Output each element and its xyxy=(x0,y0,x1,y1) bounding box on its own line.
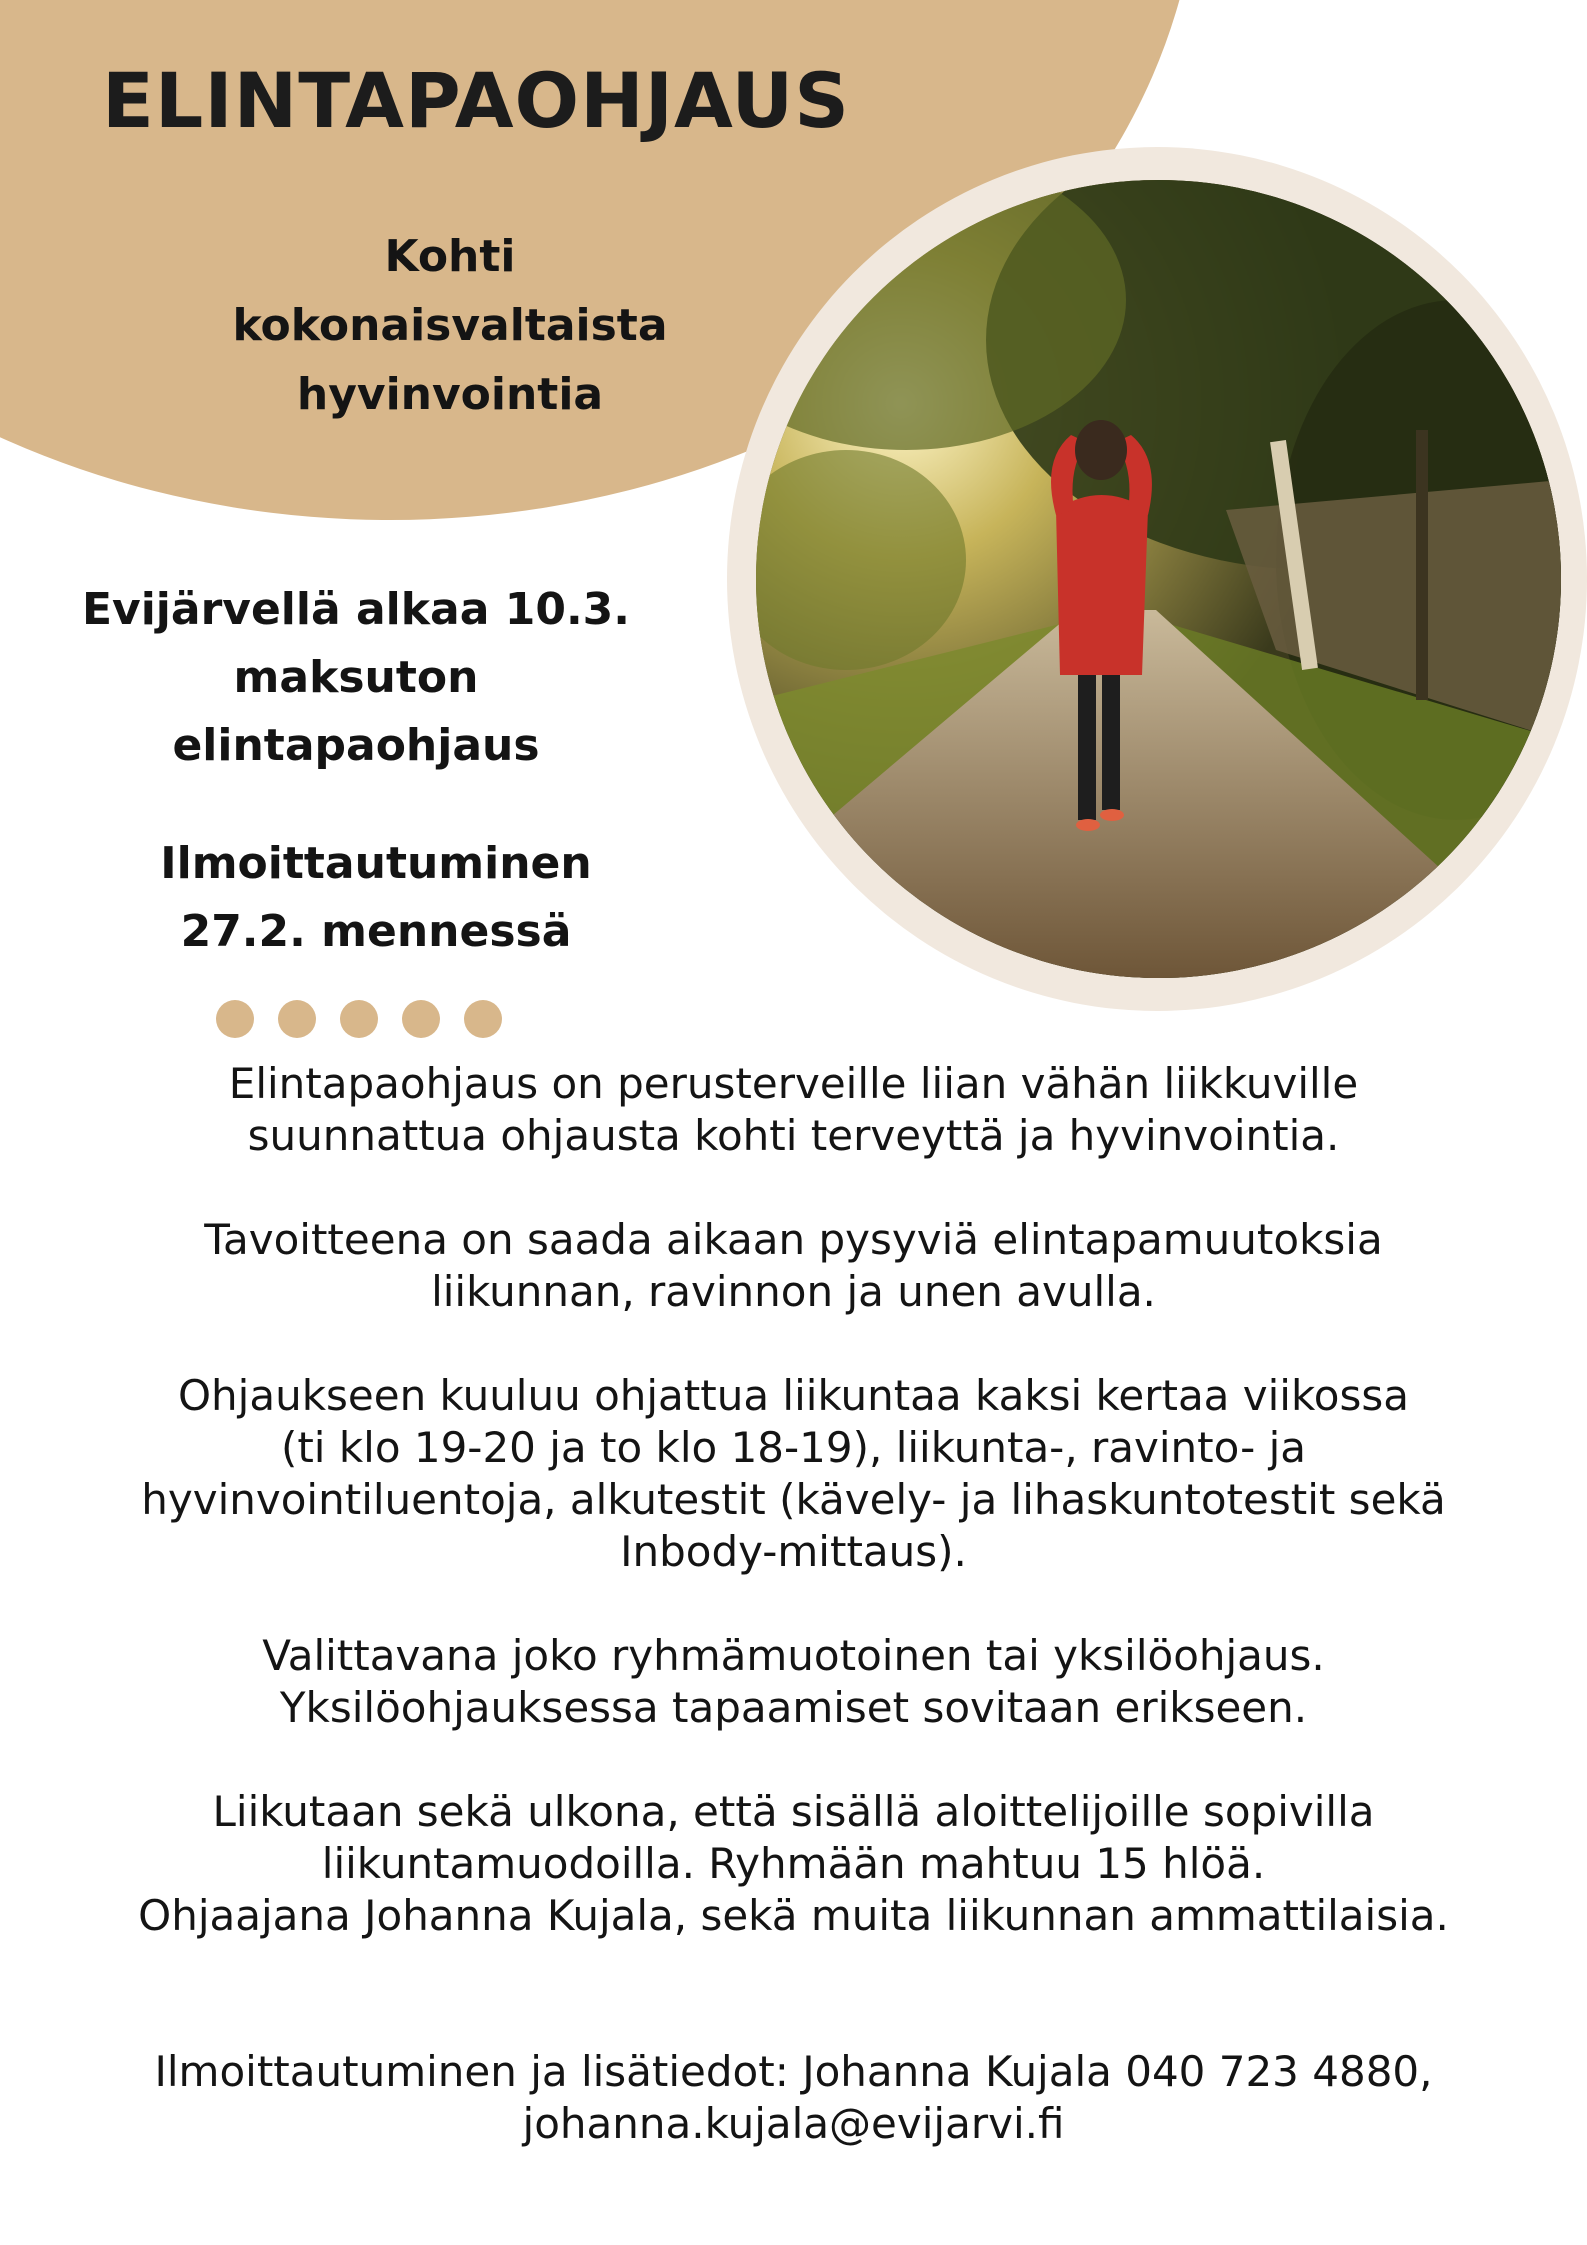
start-info-line: elintapaohjaus xyxy=(172,720,540,771)
decorative-dot xyxy=(340,1000,378,1038)
contact-info xyxy=(40,2046,1547,2150)
paragraph-line: suunnattua ohjausta kohti terveyttä ja hyvinvointia. xyxy=(247,1111,1340,1160)
subtitle xyxy=(200,222,700,429)
start-info-line: Evijärvellä alkaa 10.3. xyxy=(81,584,630,635)
subtitle-line: hyvinvointia xyxy=(296,369,604,420)
woman-walking-on-autumn-road-photo xyxy=(756,180,1561,978)
decorative-dot xyxy=(464,1000,502,1038)
walking-woman-photo xyxy=(756,180,1561,978)
start-info xyxy=(46,576,666,780)
decorative-dot xyxy=(278,1000,316,1038)
paragraph-line: liikunnan, ravinnon ja unen avulla. xyxy=(431,1267,1156,1316)
paragraph-line: Yksilöohjauksessa tapaamiset sovitaan erikseen. xyxy=(279,1683,1308,1732)
description-body xyxy=(40,1058,1547,2202)
page-title: ELINTAPAOHJAUS xyxy=(102,56,850,145)
paragraph-line: (ti klo 19-20 ja to klo 18-19), liikunta-, ravinto- ja xyxy=(280,1423,1307,1472)
paragraph-line: Elintapaohjaus on perusterveille liian vähän liikkuville xyxy=(228,1059,1359,1108)
description-paragraph xyxy=(40,1214,1547,1318)
subtitle-line: kokonaisvaltaista xyxy=(232,300,668,351)
registration-line: 27.2. mennessä xyxy=(180,906,572,957)
description-paragraph xyxy=(40,1786,1547,1942)
decorative-dots xyxy=(216,1000,502,1038)
contact-line: Ilmoittautuminen ja lisätiedot: Johanna Kujala 040 723 4880, xyxy=(154,2047,1433,2096)
contact-email: johanna.kujala@evijarvi.fi xyxy=(522,2099,1065,2148)
description-paragraph xyxy=(40,1630,1547,1734)
registration-deadline xyxy=(66,830,686,966)
description-paragraph xyxy=(40,1370,1547,1578)
paragraph-line: Inbody-mittaus). xyxy=(620,1527,967,1576)
paragraph-line: Ohjaukseen kuuluu ohjattua liikuntaa kaksi kertaa viikossa xyxy=(177,1371,1409,1420)
paragraph-line: Valittavana joko ryhmämuotoinen tai yksilöohjaus. xyxy=(262,1631,1325,1680)
paragraph-line: Liikutaan sekä ulkona, että sisällä aloittelijoille sopivilla xyxy=(212,1787,1375,1836)
decorative-dot xyxy=(402,1000,440,1038)
paragraph-line: Tavoitteena on saada aikaan pysyviä elintapamuutoksia xyxy=(204,1215,1383,1264)
paragraph-line: Ohjaajana Johanna Kujala, sekä muita liikunnan ammattilaisia. xyxy=(138,1891,1449,1940)
decorative-dot xyxy=(216,1000,254,1038)
paragraph-line: liikuntamuodoilla. Ryhmään mahtuu 15 hlöä. xyxy=(321,1839,1266,1888)
registration-line: Ilmoittautuminen xyxy=(160,838,592,889)
paragraph-line: hyvinvointiluentoja, alkutestit (kävely- ja lihaskuntotestit sekä xyxy=(141,1475,1446,1524)
subtitle-line: Kohti xyxy=(384,231,516,282)
start-info-line: maksuton xyxy=(233,652,479,703)
description-paragraph xyxy=(40,1058,1547,1162)
